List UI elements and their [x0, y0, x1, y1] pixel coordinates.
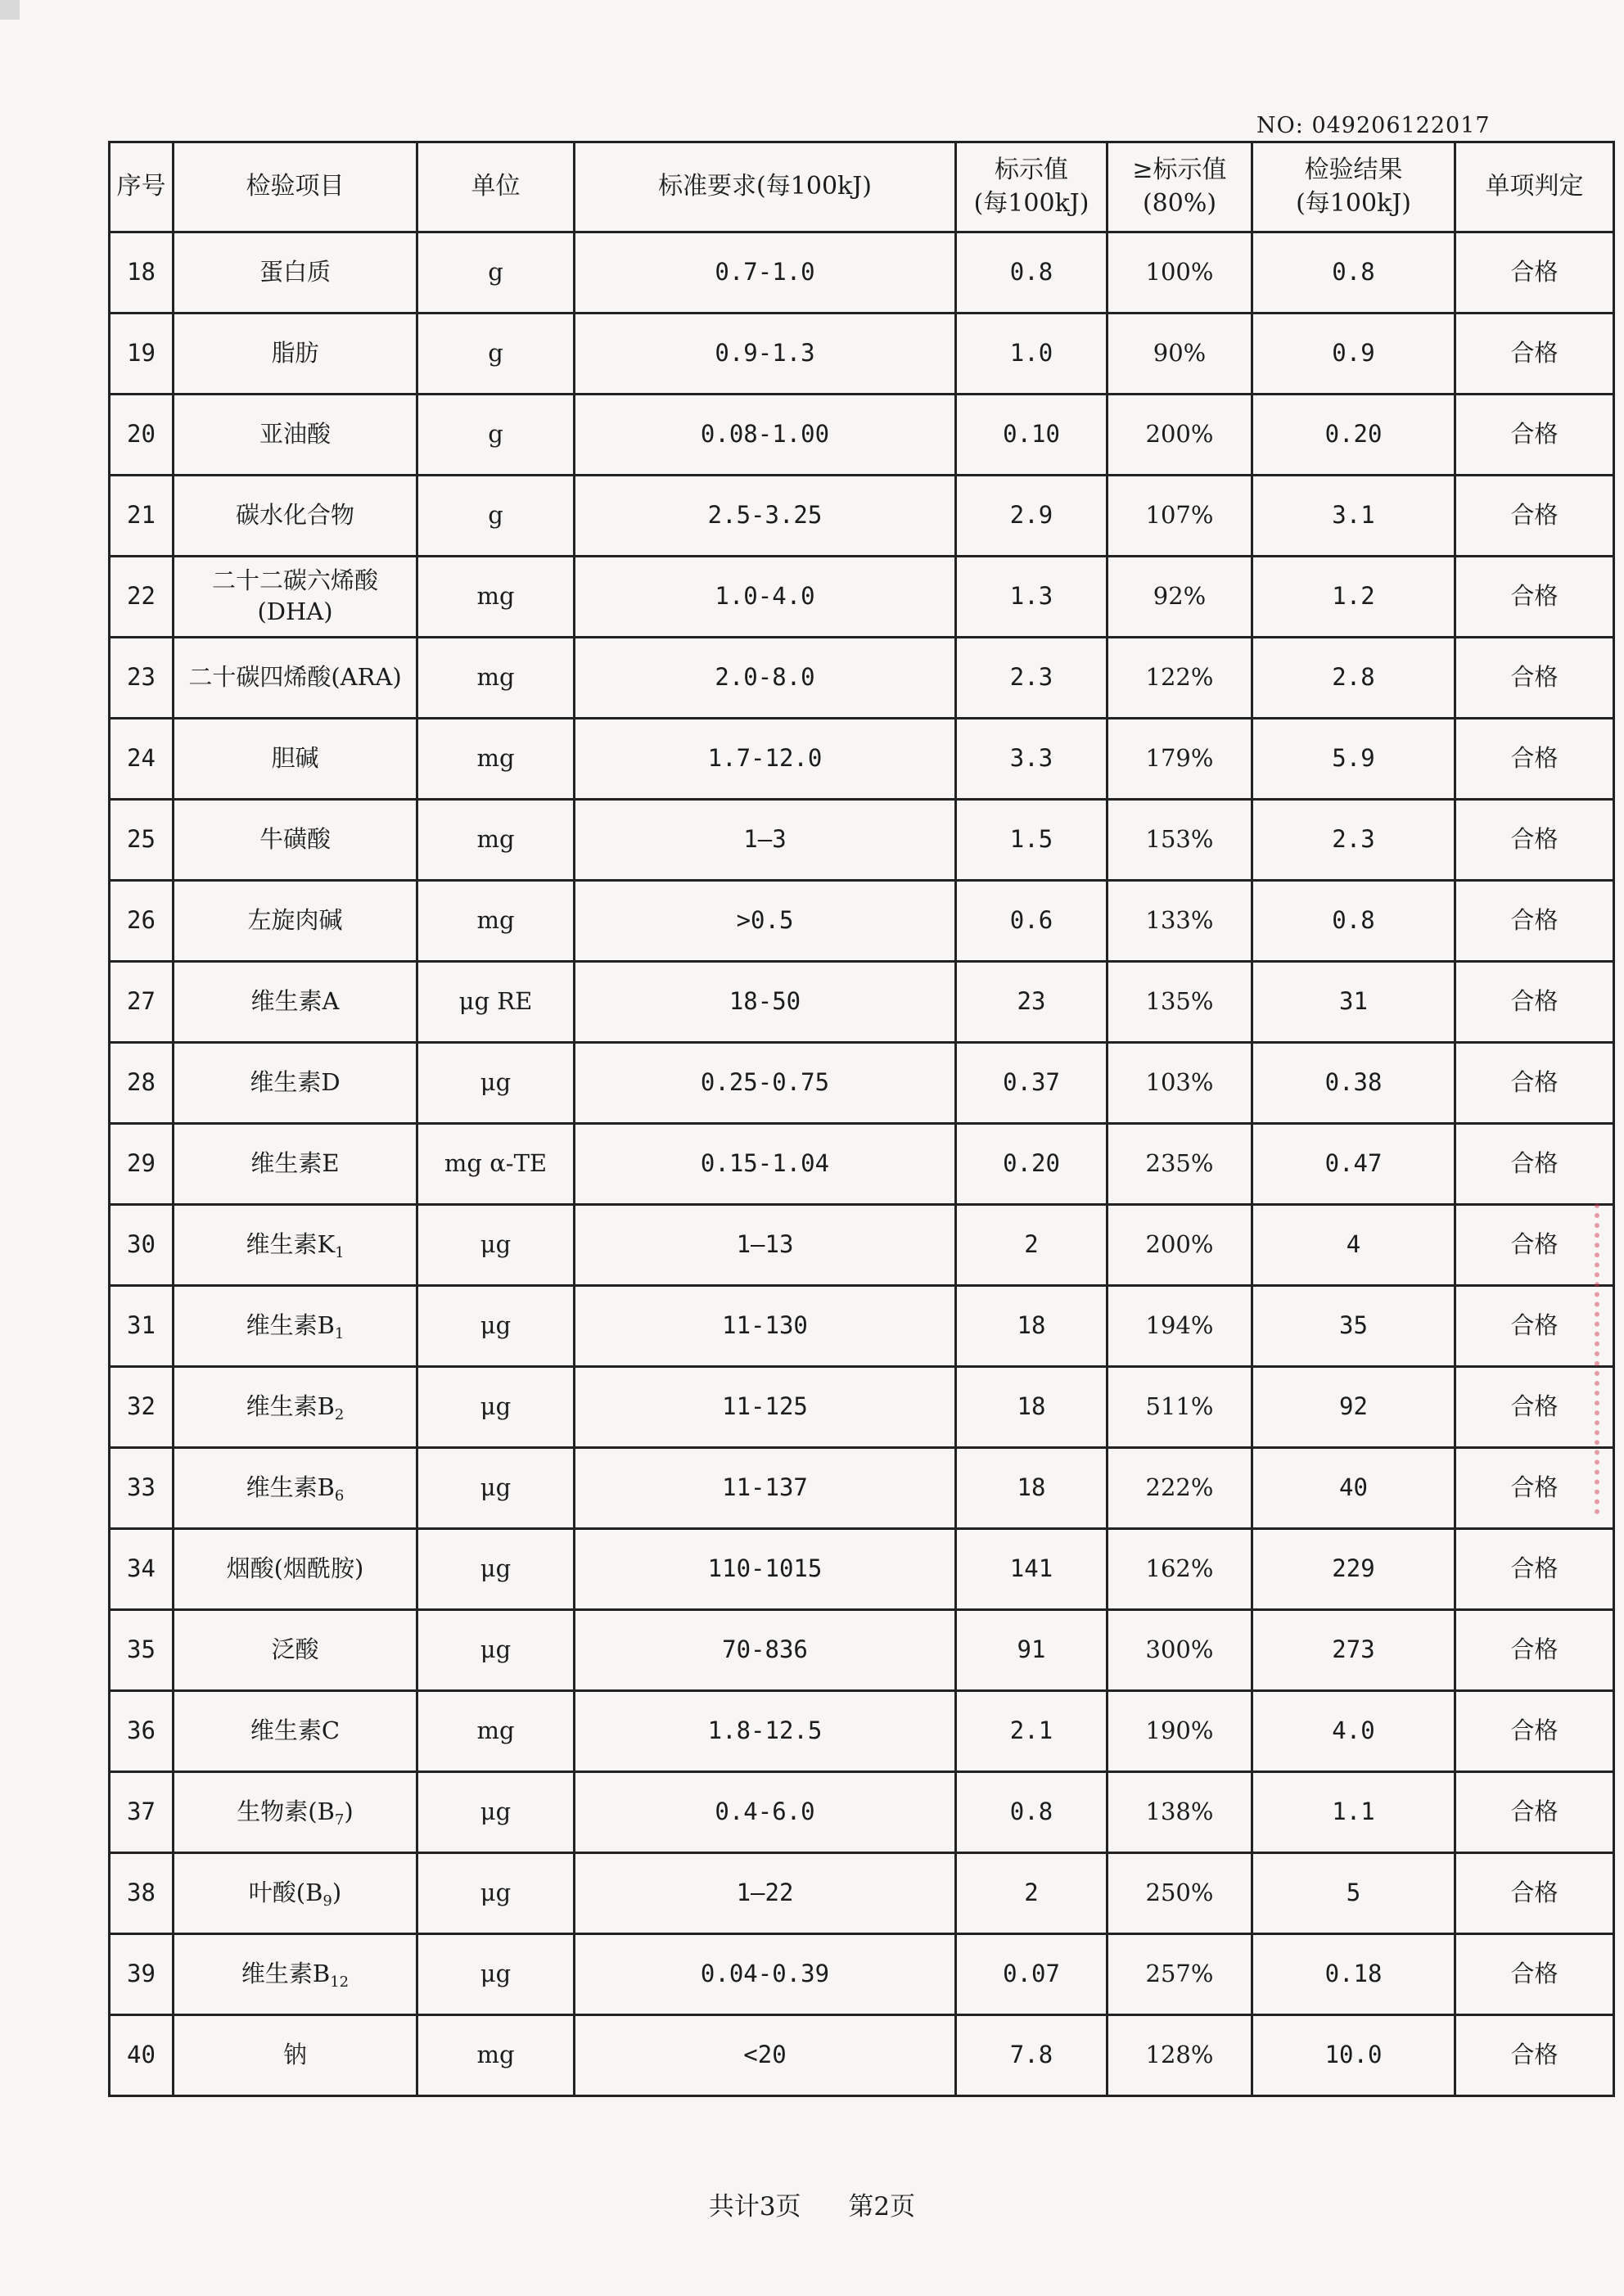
table-row — [110, 1286, 1614, 1367]
cell-unit: μg — [417, 1772, 575, 1853]
cell-item — [174, 1448, 417, 1529]
cell-result: 31 — [1252, 962, 1455, 1043]
table-row — [110, 638, 1614, 719]
cell-seq: 38 — [110, 1853, 174, 1934]
cell-unit: mg — [417, 557, 575, 638]
cell-seq: 31 — [110, 1286, 174, 1367]
cell-result: 35 — [1252, 1286, 1455, 1367]
cell-verdict: 合格 — [1455, 476, 1614, 557]
item-label: 二十碳四烯酸(ARA) — [188, 663, 402, 692]
cell-unit: μg — [417, 1205, 575, 1286]
cell-label-value: 18 — [956, 1286, 1107, 1367]
cell-verdict: 合格 — [1455, 395, 1614, 476]
cell-unit: μg RE — [417, 962, 575, 1043]
cell-result: 10.0 — [1252, 2015, 1455, 2096]
cell-label-value: 0.8 — [956, 232, 1107, 314]
cell-seq: 19 — [110, 314, 174, 395]
cell-seq: 24 — [110, 719, 174, 800]
cell-unit: mg — [417, 800, 575, 881]
header-unit: 单位 — [417, 142, 575, 232]
cell-unit: mg — [417, 1691, 575, 1772]
item-subscript: 1 — [335, 1244, 345, 1262]
cell-percent: 133% — [1107, 881, 1252, 962]
cell-seq: 25 — [110, 800, 174, 881]
cell-unit: mg — [417, 2015, 575, 2096]
cell-verdict: 合格 — [1455, 1853, 1614, 1934]
item-label: 牛磺酸 — [259, 825, 331, 854]
cell-seq: 21 — [110, 476, 174, 557]
cell-label-value: 0.07 — [956, 1934, 1107, 2015]
cell-label-value: 1.5 — [956, 800, 1107, 881]
header-percent-line2: (80%) — [1142, 188, 1217, 218]
cell-verdict: 合格 — [1455, 962, 1614, 1043]
cell-label-value: 0.10 — [956, 395, 1107, 476]
cell-verdict: 合格 — [1455, 1205, 1614, 1286]
cell-percent: 107% — [1107, 476, 1252, 557]
item-label: 维生素D — [250, 1068, 341, 1097]
cell-label-value: 2.9 — [956, 476, 1107, 557]
cell-result: 273 — [1252, 1610, 1455, 1691]
cell-seq: 23 — [110, 638, 174, 719]
cell-verdict: 合格 — [1455, 1043, 1614, 1124]
cell-label-value: 0.8 — [956, 1772, 1107, 1853]
header-result — [1252, 142, 1455, 232]
table-row — [110, 719, 1614, 800]
item-label: 左旋肉碱 — [247, 906, 343, 935]
cell-result: 0.9 — [1252, 314, 1455, 395]
cell-verdict: 合格 — [1455, 1529, 1614, 1610]
cell-percent: 92% — [1107, 557, 1252, 638]
cell-label-value: 2.1 — [956, 1691, 1107, 1772]
cell-item — [174, 1853, 417, 1934]
cell-verdict: 合格 — [1455, 1448, 1614, 1529]
cell-label-value: 18 — [956, 1448, 1107, 1529]
item-label: 胆碱 — [271, 744, 319, 773]
item-label: 维生素C — [250, 1716, 341, 1745]
cell-standard: 2.0-8.0 — [575, 638, 956, 719]
table-row — [110, 1367, 1614, 1448]
cell-item — [174, 1043, 417, 1124]
cell-percent: 128% — [1107, 2015, 1252, 2096]
cell-result: 0.8 — [1252, 881, 1455, 962]
cell-item — [174, 1124, 417, 1205]
table-row — [110, 1772, 1614, 1853]
cell-label-value: 3.3 — [956, 719, 1107, 800]
cell-item — [174, 1205, 417, 1286]
cell-percent: 511% — [1107, 1367, 1252, 1448]
cell-unit: mg — [417, 719, 575, 800]
cell-seq: 20 — [110, 395, 174, 476]
cell-label-value: 0.6 — [956, 881, 1107, 962]
cell-percent: 179% — [1107, 719, 1252, 800]
cell-result: 2.3 — [1252, 800, 1455, 881]
cell-seq: 33 — [110, 1448, 174, 1529]
table-row — [110, 395, 1614, 476]
table-row — [110, 1205, 1614, 1286]
cell-item — [174, 232, 417, 314]
cell-label-value: 1.3 — [956, 557, 1107, 638]
cell-percent: 138% — [1107, 1772, 1252, 1853]
cell-standard: 18-50 — [575, 962, 956, 1043]
cell-label-value: 2 — [956, 1853, 1107, 1934]
header-percent — [1107, 142, 1252, 232]
cell-percent: 300% — [1107, 1610, 1252, 1691]
item-subscript: 9 — [323, 1892, 332, 1910]
page-footer — [0, 2185, 1624, 2222]
table-row — [110, 314, 1614, 395]
cell-item — [174, 1367, 417, 1448]
cell-standard: <20 — [575, 2015, 956, 2096]
cell-label-value: 18 — [956, 1367, 1107, 1448]
cell-unit: g — [417, 395, 575, 476]
cell-percent: 100% — [1107, 232, 1252, 314]
cell-verdict: 合格 — [1455, 1610, 1614, 1691]
item-label-line2: (DHA) — [257, 598, 333, 625]
table-row — [110, 476, 1614, 557]
table-row — [110, 881, 1614, 962]
cell-seq: 30 — [110, 1205, 174, 1286]
cell-item — [174, 800, 417, 881]
table-body — [110, 232, 1614, 2096]
table-row — [110, 800, 1614, 881]
cell-item — [174, 476, 417, 557]
cell-standard: 1.0-4.0 — [575, 557, 956, 638]
cell-seq: 34 — [110, 1529, 174, 1610]
cell-label-value: 1.0 — [956, 314, 1107, 395]
cell-unit: mg — [417, 881, 575, 962]
cell-standard: 0.08-1.00 — [575, 395, 956, 476]
cell-item — [174, 395, 417, 476]
cell-unit: μg — [417, 1286, 575, 1367]
cell-percent: 122% — [1107, 638, 1252, 719]
cell-percent: 235% — [1107, 1124, 1252, 1205]
item-subscript: 1 — [334, 1325, 345, 1343]
cell-unit: μg — [417, 1448, 575, 1529]
cell-verdict: 合格 — [1455, 314, 1614, 395]
cell-percent: 190% — [1107, 1691, 1252, 1772]
table-row — [110, 1934, 1614, 2015]
cell-item — [174, 962, 417, 1043]
cell-seq: 37 — [110, 1772, 174, 1853]
header-result-line1: 检验结果 — [1304, 156, 1403, 184]
item-label: 维生素B — [246, 1392, 335, 1421]
table-row — [110, 1853, 1614, 1934]
cell-percent: 200% — [1107, 395, 1252, 476]
cell-seq: 29 — [110, 1124, 174, 1205]
header-label-line1: 标示值 — [995, 156, 1068, 184]
header-percent-line1: ≥标示值 — [1132, 156, 1227, 184]
cell-verdict: 合格 — [1455, 557, 1614, 638]
cell-label-value: 91 — [956, 1610, 1107, 1691]
cell-seq: 40 — [110, 2015, 174, 2096]
cell-verdict: 合格 — [1455, 1286, 1614, 1367]
cell-percent: 257% — [1107, 1934, 1252, 2015]
cell-verdict: 合格 — [1455, 232, 1614, 314]
cell-item — [174, 314, 417, 395]
item-subscript: 2 — [334, 1406, 345, 1424]
cell-verdict: 合格 — [1455, 638, 1614, 719]
cell-verdict: 合格 — [1455, 719, 1614, 800]
item-label: 维生素E — [250, 1149, 340, 1178]
cell-label-value: 7.8 — [956, 2015, 1107, 2096]
table-row — [110, 962, 1614, 1043]
cell-result: 92 — [1252, 1367, 1455, 1448]
cell-result: 0.18 — [1252, 1934, 1455, 2015]
cell-percent: 200% — [1107, 1205, 1252, 1286]
cell-verdict: 合格 — [1455, 800, 1614, 881]
cell-item — [174, 1610, 417, 1691]
cell-verdict: 合格 — [1455, 1772, 1614, 1853]
item-label: 蛋白质 — [259, 258, 331, 286]
cell-unit: g — [417, 232, 575, 314]
table-header-row — [110, 142, 1614, 232]
table-row — [110, 1610, 1614, 1691]
header-standard: 标准要求(每100kJ) — [575, 142, 956, 232]
cell-result: 0.8 — [1252, 232, 1455, 314]
cell-standard: 0.25-0.75 — [575, 1043, 956, 1124]
cell-item — [174, 1934, 417, 2015]
cell-result: 0.38 — [1252, 1043, 1455, 1124]
cell-percent: 103% — [1107, 1043, 1252, 1124]
header-label-value — [956, 142, 1107, 232]
cell-seq: 39 — [110, 1934, 174, 2015]
header-seq: 序号 — [110, 142, 174, 232]
cell-percent: 194% — [1107, 1286, 1252, 1367]
table-row — [110, 1043, 1614, 1124]
cell-result: 3.1 — [1252, 476, 1455, 557]
cell-unit: μg — [417, 1934, 575, 2015]
cell-percent: 90% — [1107, 314, 1252, 395]
cell-standard: 11-125 — [575, 1367, 956, 1448]
footer-current-page: 第2页 — [848, 2192, 916, 2222]
item-label: 烟酸(烟酰胺) — [226, 1554, 364, 1583]
cell-standard: 1—22 — [575, 1853, 956, 1934]
cell-result: 5.9 — [1252, 719, 1455, 800]
cell-standard: 1.8-12.5 — [575, 1691, 956, 1772]
header-verdict: 单项判定 — [1455, 142, 1614, 232]
scan-corner-mark — [0, 0, 20, 20]
table-row — [110, 1529, 1614, 1610]
document-number: NO: 049206122017 — [1256, 113, 1491, 138]
cell-result: 2.8 — [1252, 638, 1455, 719]
cell-seq: 22 — [110, 557, 174, 638]
cell-unit: μg — [417, 1610, 575, 1691]
cell-seq: 32 — [110, 1367, 174, 1448]
cell-percent: 222% — [1107, 1448, 1252, 1529]
cell-seq: 28 — [110, 1043, 174, 1124]
item-subscript: 6 — [334, 1487, 345, 1505]
cell-result: 0.47 — [1252, 1124, 1455, 1205]
cell-unit: mg α-TE — [417, 1124, 575, 1205]
table-row — [110, 1124, 1614, 1205]
cell-item — [174, 1691, 417, 1772]
table-row — [110, 557, 1614, 638]
cell-standard: 0.15-1.04 — [575, 1124, 956, 1205]
cell-item — [174, 1529, 417, 1610]
cell-unit: g — [417, 476, 575, 557]
cell-standard: 1—3 — [575, 800, 956, 881]
header-result-line2: (每100kJ) — [1296, 188, 1411, 218]
cell-percent: 135% — [1107, 962, 1252, 1043]
cell-result: 4 — [1252, 1205, 1455, 1286]
item-label: 维生素B — [241, 1960, 331, 1988]
cell-label-value: 141 — [956, 1529, 1107, 1610]
item-label: 生物素(B — [237, 1798, 335, 1826]
cell-verdict: 合格 — [1455, 1691, 1614, 1772]
header-item: 检验项目 — [174, 142, 417, 232]
cell-result: 1.2 — [1252, 557, 1455, 638]
cell-standard: 1—13 — [575, 1205, 956, 1286]
cell-item — [174, 2015, 417, 2096]
cell-verdict: 合格 — [1455, 2015, 1614, 2096]
cell-standard: 110-1015 — [575, 1529, 956, 1610]
cell-unit: μg — [417, 1529, 575, 1610]
cell-verdict: 合格 — [1455, 881, 1614, 962]
cell-unit: μg — [417, 1367, 575, 1448]
cell-percent: 153% — [1107, 800, 1252, 881]
cell-seq: 26 — [110, 881, 174, 962]
item-label: 脂肪 — [271, 339, 319, 368]
table-row — [110, 1691, 1614, 1772]
table-row — [110, 2015, 1614, 2096]
cell-standard: 2.5-3.25 — [575, 476, 956, 557]
cell-standard: 0.4-6.0 — [575, 1772, 956, 1853]
cell-item — [174, 557, 417, 638]
cell-percent: 250% — [1107, 1853, 1252, 1934]
cell-standard: 70-836 — [575, 1610, 956, 1691]
item-label: 泛酸 — [271, 1635, 319, 1664]
red-seal-edge — [1595, 1203, 1624, 1514]
item-subscript: 7 — [334, 1811, 345, 1829]
cell-verdict: 合格 — [1455, 1124, 1614, 1205]
cell-item — [174, 719, 417, 800]
cell-item — [174, 638, 417, 719]
cell-label-value: 0.37 — [956, 1043, 1107, 1124]
cell-label-value: 2 — [956, 1205, 1107, 1286]
cell-standard: >0.5 — [575, 881, 956, 962]
header-label-line2: (每100kJ) — [973, 188, 1089, 218]
cell-standard: 11-137 — [575, 1448, 956, 1529]
cell-standard: 0.9-1.3 — [575, 314, 956, 395]
cell-seq: 27 — [110, 962, 174, 1043]
item-label: 维生素B — [246, 1311, 335, 1340]
cell-result: 5 — [1252, 1853, 1455, 1934]
cell-label-value: 23 — [956, 962, 1107, 1043]
item-label: 钠 — [282, 2041, 307, 2069]
cell-seq: 36 — [110, 1691, 174, 1772]
table-row — [110, 232, 1614, 314]
cell-percent: 162% — [1107, 1529, 1252, 1610]
cell-verdict: 合格 — [1455, 1934, 1614, 2015]
item-subscript: 12 — [330, 1973, 350, 1992]
item-label: 维生素A — [250, 987, 340, 1016]
cell-item — [174, 881, 417, 962]
cell-standard: 11-130 — [575, 1286, 956, 1367]
cell-verdict: 合格 — [1455, 1367, 1614, 1448]
inspection-results-table — [108, 141, 1615, 2097]
cell-item — [174, 1286, 417, 1367]
cell-item — [174, 1772, 417, 1853]
cell-unit: μg — [417, 1043, 575, 1124]
cell-result: 0.20 — [1252, 395, 1455, 476]
item-label: 二十二碳六烯酸 — [211, 566, 378, 595]
footer-total-pages: 共计3页 — [708, 2192, 801, 2222]
cell-label-value: 0.20 — [956, 1124, 1107, 1205]
item-label: 亚油酸 — [259, 420, 331, 449]
cell-result: 4.0 — [1252, 1691, 1455, 1772]
cell-unit: mg — [417, 638, 575, 719]
item-label: 维生素K — [246, 1230, 336, 1259]
table-row — [110, 1448, 1614, 1529]
cell-unit: g — [417, 314, 575, 395]
item-label-tail: ) — [332, 1879, 342, 1907]
item-label-tail: ) — [344, 1798, 354, 1826]
cell-result: 40 — [1252, 1448, 1455, 1529]
cell-standard: 0.7-1.0 — [575, 232, 956, 314]
cell-standard: 0.04-0.39 — [575, 1934, 956, 2015]
cell-seq: 18 — [110, 232, 174, 314]
cell-seq: 35 — [110, 1610, 174, 1691]
cell-result: 1.1 — [1252, 1772, 1455, 1853]
cell-label-value: 2.3 — [956, 638, 1107, 719]
cell-result: 229 — [1252, 1529, 1455, 1610]
cell-standard: 1.7-12.0 — [575, 719, 956, 800]
item-label: 碳水化合物 — [235, 501, 354, 530]
item-label: 叶酸(B — [248, 1879, 323, 1907]
item-label: 维生素B — [246, 1473, 335, 1502]
cell-unit: μg — [417, 1853, 575, 1934]
